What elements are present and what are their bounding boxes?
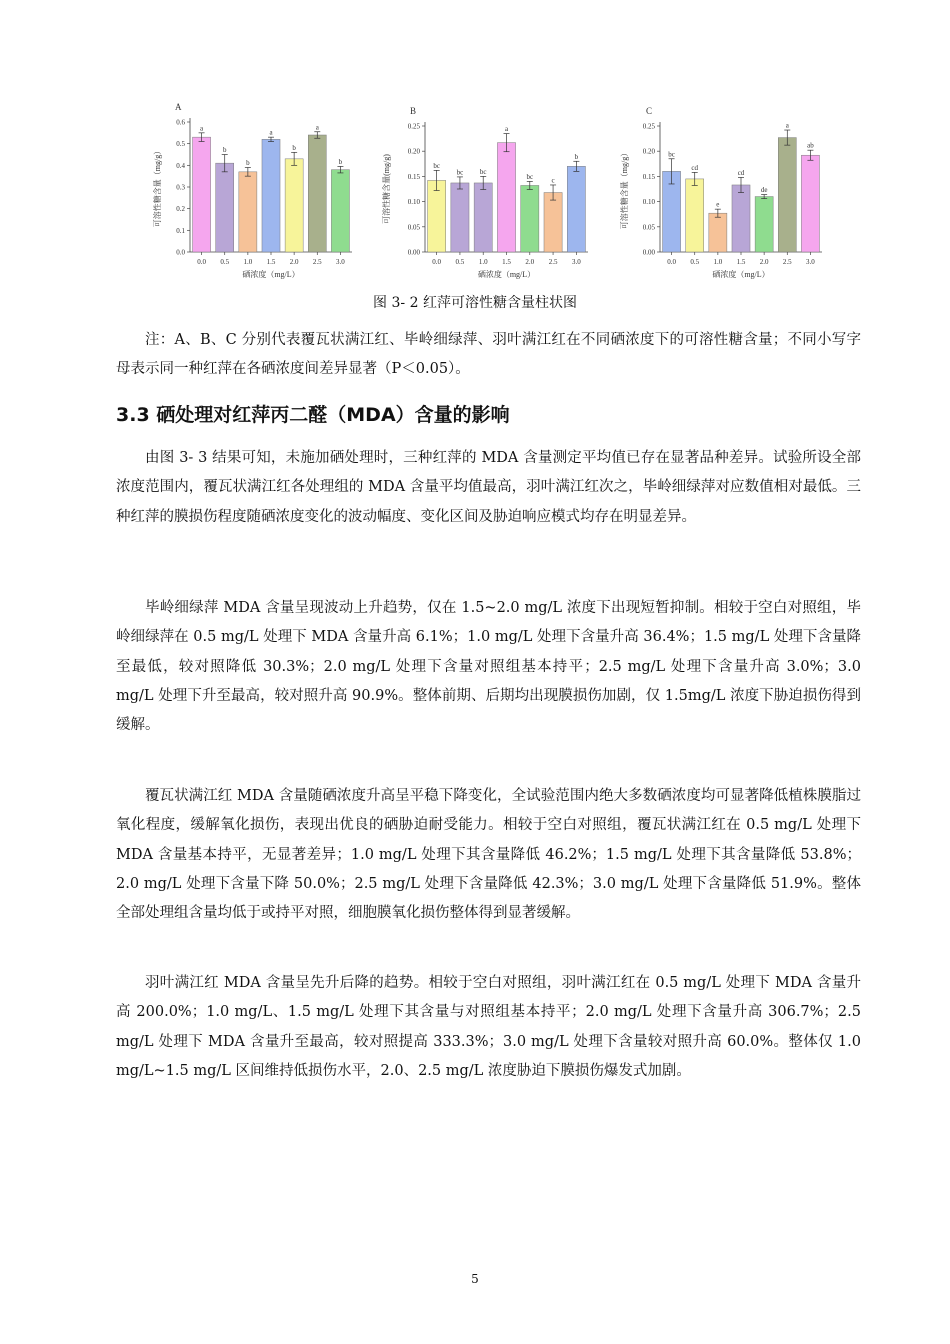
bar: [521, 185, 539, 252]
y-tick-label: 0.05: [407, 223, 420, 232]
y-axis-label: 可溶性糖含量（mg/g）: [153, 146, 162, 228]
paragraph-3: 覆瓦状满江红 MDA 含量随硒浓度升高呈平稳下降变化，全试验范围内绝大多数硒浓度均可显著降低植株膜脂过氧化程度，缓解氧化损伤，表现出优良的硒胁迫耐受能力。相较于空白对照组，覆瓦状满江红在 0.5 mg/L 处理下 MDA 含量基本持平，无显著差异；1.0 mg/L 处理下其含量降低 46.2%；1.5 mg/L 处理下其含量降低 53.8%；2.0 mg/L 处理下含量下降 50.0%；2.5 mg/L 处理下含量降低 42.3%；3.0 mg/L 处理下含量降低 51.9%。整体全部处理组含量均低于或持平对照，细胞膜氧化损伤整体得到显著缓解。: [116, 788, 861, 922]
bar: [778, 138, 796, 252]
page-number: 5: [471, 1272, 479, 1286]
x-tick-label: 1.0: [243, 258, 253, 266]
chart-panel-label: A: [175, 102, 182, 112]
y-tick-label: 0.15: [642, 172, 655, 181]
bar: [686, 179, 704, 252]
x-tick-label: 0.5: [455, 258, 465, 266]
significance-label: bc: [479, 167, 487, 176]
y-tick-label: 0.1: [176, 226, 185, 235]
x-tick-label: 0.0: [667, 258, 676, 266]
bar: [732, 185, 750, 252]
bar: [474, 183, 492, 252]
significance-label: b: [338, 157, 343, 166]
y-tick-label: 0.5: [176, 140, 185, 149]
paragraph-1: 由图 3- 3 结果可知，未施加硒处理时，三种红萍的 MDA 含量测定平均值已存在显著品种差异。试验所设全部浓度范围内，覆瓦状满江红各处理组的 MDA 含量平均值最高，羽叶满江红次之，毕岭细绿萍对应数值相对最低。三种红萍的膜损伤程度随硒浓度变化的波动幅度、变化区间及胁迫响应模式均存在明显差异。: [116, 450, 861, 525]
significance-label: bc: [526, 172, 534, 181]
figure-note: 注：A、B、C 分别代表覆瓦状满江红、毕岭细绿萍、羽叶满江红在不同硒浓度下的可溶性糖含量；不同小写字母表示同一种红萍在各硒浓度间差异显著（P＜0.05）。: [116, 332, 861, 378]
y-tick-label: 0.20: [642, 147, 655, 156]
significance-label: cd: [691, 163, 699, 172]
bar: [451, 183, 469, 252]
x-tick-label: 3.0: [336, 258, 345, 266]
significance-label: bc: [456, 168, 464, 177]
x-tick-label: 3.0: [571, 258, 581, 266]
y-tick-label: 0.00: [407, 248, 420, 257]
significance-label: cd: [737, 168, 745, 177]
y-tick-label: 0.10: [407, 198, 420, 207]
significance-label: a: [200, 124, 204, 133]
significance-label: b: [574, 152, 579, 161]
x-tick-label: 2.0: [289, 258, 299, 266]
x-tick-label: 1.0: [478, 258, 488, 266]
y-tick-label: 0.2: [176, 205, 185, 214]
paragraph-2: 毕岭细绿萍 MDA 含量呈现波动上升趋势，仅在 1.5~2.0 mg/L 浓度下出现短暂抑制。相较于空白对照组，毕岭细绿萍在 0.5 mg/L 处理下 MDA 含量升高 6.1%；1.0 mg/L 处理下含量升高 36.4%；1.5 mg/L 处理下含量降至最低，较对照降低 30.3%；2.0 mg/L 处理下含量对照组基本持平；2.5 mg/L 处理下含量升高 3.0%；3.0 mg/L 处理下升至最高，较对照升高 90.9%。整体前期、后期均出现膜损伤加剧，仅 1.5mg/L 浓度下胁迫损伤得到缓解。: [116, 600, 861, 734]
y-tick-label: 0.0: [176, 248, 185, 257]
significance-label: a: [269, 128, 273, 137]
significance-label: a: [504, 125, 509, 134]
x-tick-label: 2.0: [525, 258, 535, 266]
significance-label: c: [551, 176, 555, 185]
bar: [544, 193, 562, 252]
y-axis-label: 可溶性糖含量（mg/g）: [620, 148, 629, 230]
x-axis-label: 硒浓度（mg/L）: [712, 270, 770, 279]
chart-panel-b: [381, 106, 588, 279]
x-tick-label: 0.0: [432, 258, 442, 266]
bar: [331, 170, 349, 252]
bar: [567, 166, 585, 252]
x-tick-label: 2.5: [312, 258, 322, 266]
chart-panel-label: B: [410, 106, 417, 116]
bar: [262, 139, 280, 252]
bar: [801, 155, 819, 252]
section-heading: 3.3 硒处理对红萍丙二醛（MDA）含量的影响: [116, 404, 510, 426]
x-tick-label: 2.0: [759, 258, 769, 266]
significance-label: bc: [668, 150, 675, 159]
significance-label: b: [222, 146, 227, 154]
y-tick-label: 0.25: [407, 122, 420, 131]
figure-3-2-charts: [0, 0, 950, 300]
y-tick-label: 0.20: [407, 147, 420, 156]
y-tick-label: 0.10: [642, 198, 655, 207]
y-tick-label: 0.00: [642, 248, 655, 257]
paragraph-4: 羽叶满江红 MDA 含量呈先升后降的趋势。相较于空白对照组，羽叶满江红在 0.5 mg/L 处理下 MDA 含量升高 200.0%；1.0 mg/L、1.5 mg/L 处理下其含量与对照组基本持平；2.0 mg/L 处理下含量升高 306.7%；2.5 mg/L 处理下 MDA 含量升至最高，较对照提高 333.3%；3.0 mg/L 处理下含量较对照升高 60.0%。整体仅 1.0 mg/L~1.5 mg/L 区间维持低损伤水平，2.0、2.5 mg/L 浓度胁迫下膜损伤爆发式加剧。: [116, 975, 861, 1079]
x-tick-label: 1.5: [266, 258, 276, 266]
x-tick-label: 2.5: [782, 258, 792, 266]
x-tick-label: 0.5: [690, 258, 700, 266]
significance-label: de: [760, 186, 768, 195]
x-tick-label: 1.5: [502, 258, 511, 266]
y-tick-label: 0.05: [642, 223, 655, 232]
chart-panel-c: [619, 106, 822, 279]
y-tick-label: 0.6: [176, 118, 185, 127]
significance-label: bc: [433, 161, 440, 170]
significance-label: a: [785, 121, 789, 130]
chart-panel-label: C: [646, 106, 653, 116]
bar: [308, 135, 326, 252]
significance-label: b: [246, 159, 250, 167]
x-tick-label: 1.0: [713, 258, 723, 266]
significance-label: b: [292, 143, 296, 152]
figure-caption: 图 3- 2 红萍可溶性糖含量柱状图: [373, 295, 577, 311]
bar: [755, 197, 773, 252]
significance-label: ab: [807, 141, 814, 150]
y-tick-label: 0.15: [407, 172, 420, 181]
bar: [497, 143, 515, 252]
chart-panel-a: [152, 102, 352, 279]
bar: [193, 137, 211, 252]
x-tick-label: 3.0: [806, 258, 815, 266]
y-tick-label: 0.3: [176, 183, 185, 192]
y-axis-label: 可溶性糖含量(mg/g): [382, 154, 391, 224]
x-tick-label: 1.5: [736, 258, 746, 266]
bar: [216, 163, 234, 252]
y-tick-label: 0.4: [176, 161, 185, 170]
x-tick-label: 2.5: [548, 258, 558, 266]
x-tick-label: 0.0: [197, 258, 206, 266]
x-tick-label: 0.5: [220, 258, 230, 266]
bar: [239, 172, 257, 252]
significance-label: a: [315, 123, 319, 132]
bar: [428, 180, 446, 252]
y-tick-label: 0.25: [642, 122, 655, 131]
bar: [709, 213, 727, 252]
significance-label: e: [716, 200, 720, 209]
bar: [285, 159, 303, 252]
x-axis-label: 硒浓度（mg/L）: [242, 270, 300, 279]
x-axis-label: 硒浓度（mg/L）: [477, 270, 536, 279]
